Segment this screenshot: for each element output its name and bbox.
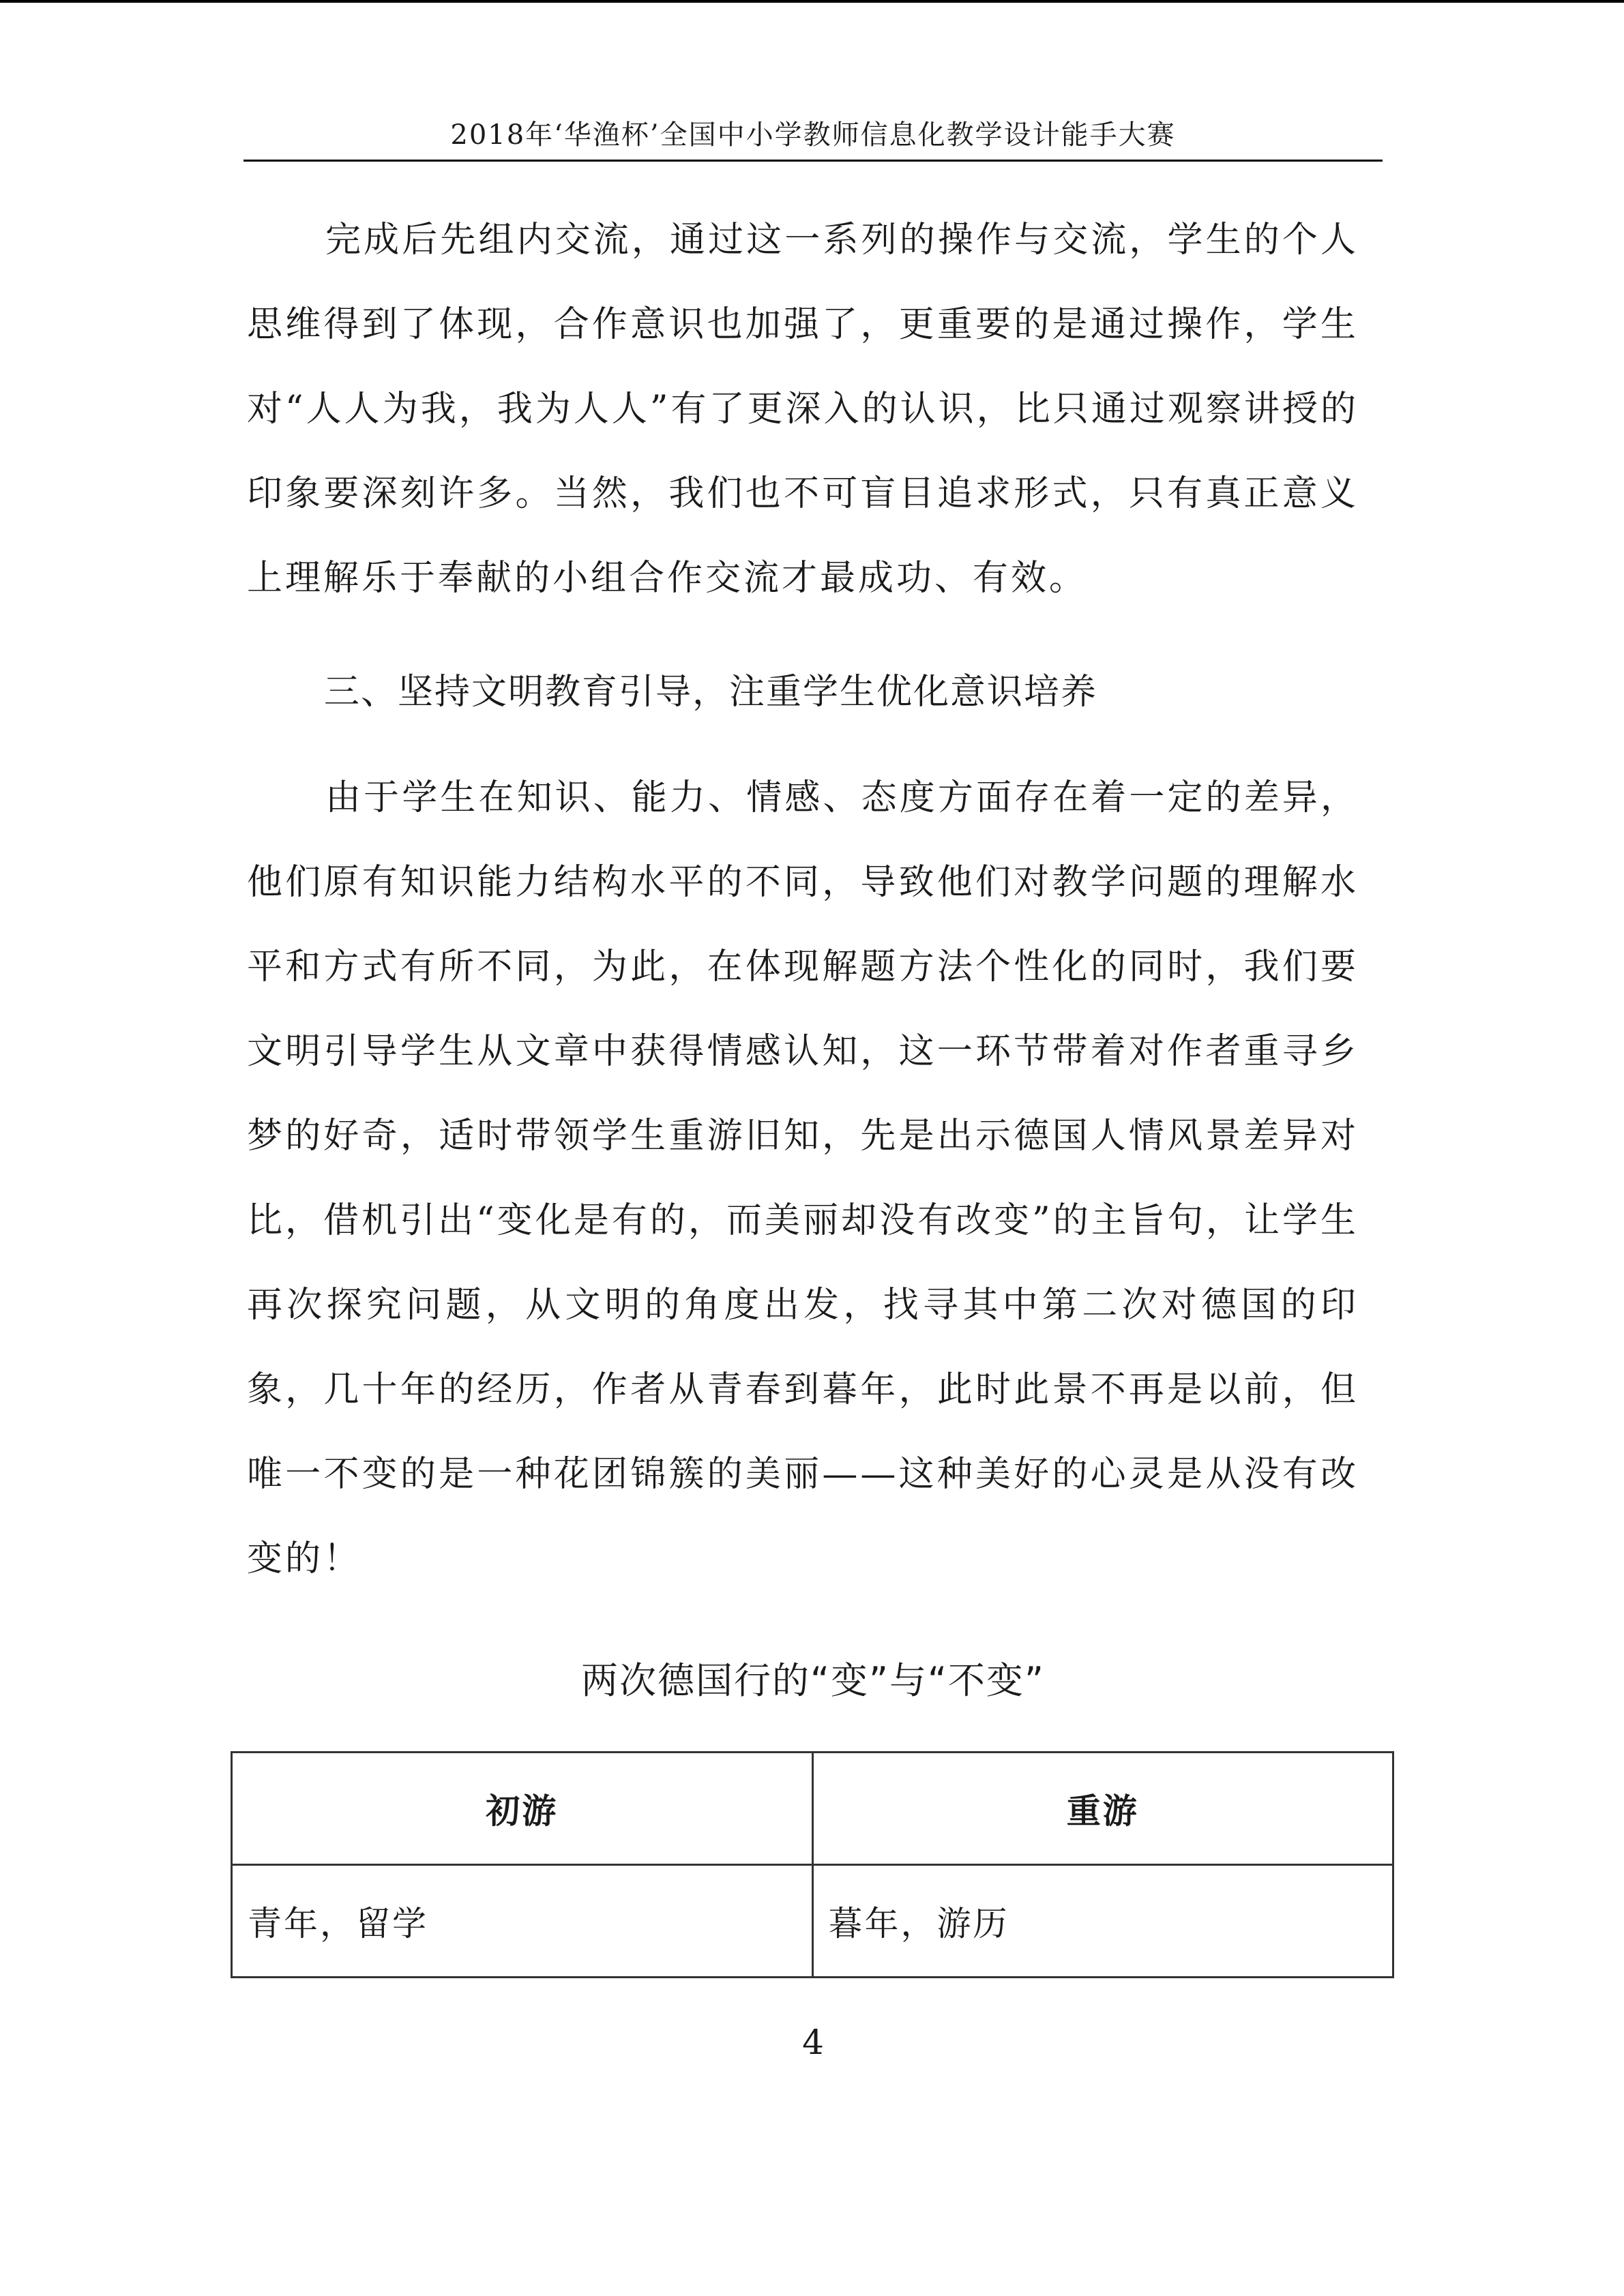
paragraph-2: 由于学生在知识、能力、情感、态度方面存在着一定的差异，他们原有知识能力结构水平的不同，导致他们对教学问题的理解水平和方式有所不同，为此，在体现解题方法个性化的同时，我们要文明引导学生从文章中获得情感认知，这一环节带着对作者重寻乡梦的好奇，适时带领学生重游旧知，先是出示德国人情风景差异对比，借机引出“变化是有的，而美丽却没有改变”的主旨句，让学生再次探究问题，从文明的角度出发，找寻其中第二次对德国的印象，几十年的经历，作者从青春到暮年，此时此景不再是以前，但唯一不变的是一种花团锦簇的美丽——这种美好的心灵是从没有改变的！ bbox=[247, 777, 1359, 1579]
table-header-cell-second-trip: 重游 bbox=[812, 1753, 1393, 1865]
header-divider bbox=[243, 160, 1383, 162]
paragraph-1: 完成后先组内交流，通过这一系列的操作与交流，学生的个人思维得到了体现，合作意识也加强了，更重要的是通过操作，学生对“人人为我，我为人人”有了更深入的认识，比只通过观察讲授的印象要深刻许多。当然，我们也不可盲目追求形式，只有真正意义上理解乐于奉献的小组合作交流才最成功、有效。 bbox=[247, 220, 1359, 599]
page-header: 2018年‘华渔杯’全国中小学教师信息化教学设计能手大赛 bbox=[450, 119, 1176, 151]
page-number: 4 bbox=[802, 2023, 824, 2062]
table-cell-first-trip: 青年，留学 bbox=[232, 1865, 813, 1978]
table-header-cell-first-trip: 初游 bbox=[232, 1753, 813, 1865]
table-title: 两次德国行的“变”与“不变” bbox=[581, 1659, 1045, 1702]
comparison-table bbox=[231, 1751, 1394, 1978]
table-header-row bbox=[232, 1753, 1393, 1865]
table-cell-second-trip: 暮年，游历 bbox=[812, 1865, 1393, 1978]
top-border-rule bbox=[0, 0, 1624, 3]
section-heading: 三、坚持文明教育引导，注重学生优化意识培养 bbox=[324, 672, 1098, 713]
table-row bbox=[232, 1865, 1393, 1978]
